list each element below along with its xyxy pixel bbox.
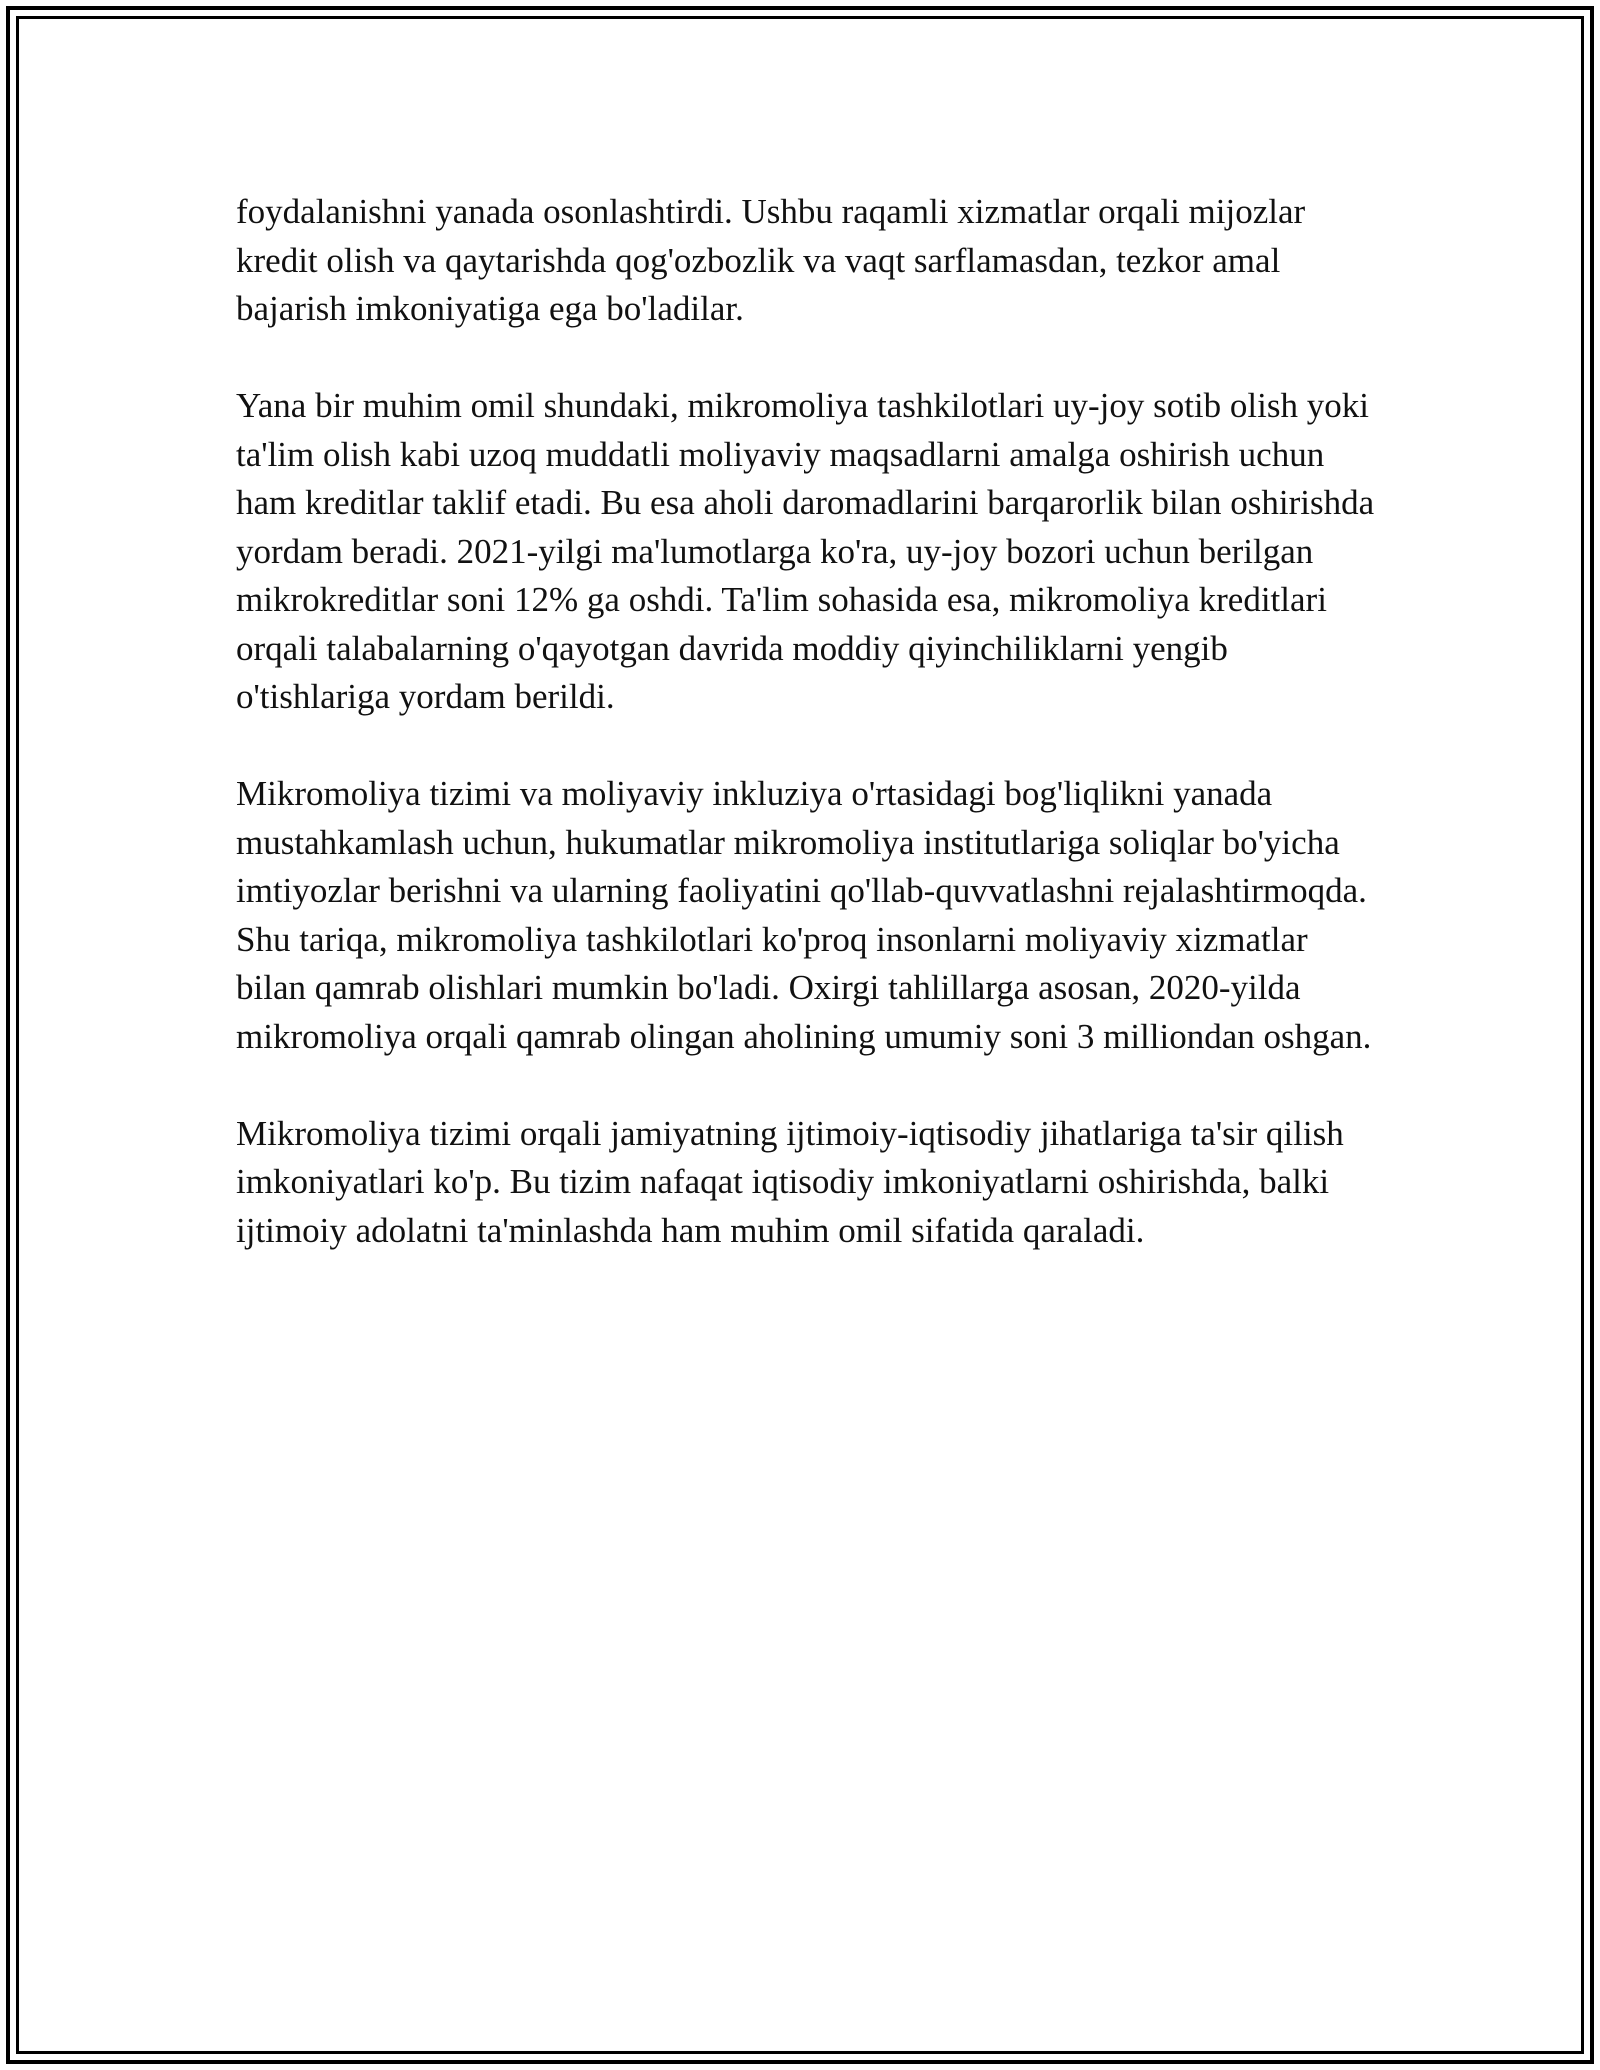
paragraph-3: Mikromoliya tizimi va moliyaviy inkluziya o'rtasidagi bog'liqlikni yanada mustahkamlash uchun, hukumatlar mikromoliya institutlariga soliqlar bo'yicha imtiyozlar berishni va ularning faoliyatini qo'llab-quvvatlashni rejalashtirmoqda. Shu tariqa, mikromoliya tashkilotlari ko'proq insonlarni moliyaviy xizmatlar bilan qamrab olishlari mumkin bo'ladi. Oxirgi tahlillarga asosan, 2020-yilda mikromoliya orqali qamrab olingan aholining umumiy soni 3 milliondan oshgan. xyxy=(236,774,1372,1056)
paragraph-4: Mikromoliya tizimi orqali jamiyatning ijtimoiy-iqtisodiy jihatlariga ta'sir qilish imkoniyatlari ko'p. Bu tizim nafaqat iqtisodiy imkoniyatlarni oshirishda, balki ijtimoiy adolatni ta'minlashda ham muhim omil sifatida qaraladi. xyxy=(236,1113,1344,1250)
document-body xyxy=(236,188,1386,1304)
paragraph-1: foydalanishni yanada osonlashtirdi. Ushbu raqamli xizmatlar orqali mijozlar kredit olish va qaytarishda qog'ozbozlik va vaqt sarflamasdan, tezkor amal bajarish imkoniyatiga ega bo'ladilar. xyxy=(236,192,1306,328)
paragraph-2: Yana bir muhim omil shundaki, mikromoliya tashkilotlari uy-joy sotib olish yoki ta'lim olish kabi uzoq muddatli moliyaviy maqsadlarni amalga oshirish uchun ham kreditlar taklif etadi. Bu esa aholi daromadlarini barqarorlik bilan oshirishda yordam beradi. 2021-yilgi ma'lumotlarga ko'ra, uy-joy bozori uchun berilgan mikrokreditlar soni 12% ga oshdi. Ta'lim sohasida esa, mikromoliya kreditlari orqali talabalarning o'qayotgan davrida moddiy qiyinchiliklarni yengib o'tishlariga yordam berildi. xyxy=(236,386,1375,716)
